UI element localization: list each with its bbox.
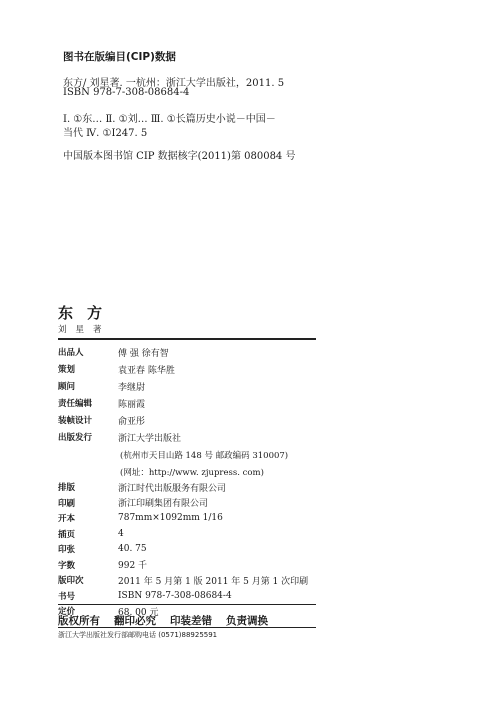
- exchange-notice: 负责调换: [226, 615, 268, 627]
- cip-classification-line: Ⅰ. ①东… Ⅱ. ①刘… Ⅲ. ①长篇历史小说－中国－: [63, 114, 276, 125]
- detail-value: 傅 强 徐有智: [118, 348, 169, 359]
- top-rule: [58, 338, 316, 340]
- detail-value: 浙江大学出版社: [118, 433, 182, 444]
- cip-title-line: 东方/ 刘星著. 一杭州：浙江大学出版社，2011. 5: [63, 78, 285, 89]
- detail-label: 书号: [58, 591, 76, 602]
- book-title: 东方: [58, 304, 117, 322]
- book-author: 刘星著: [58, 325, 111, 335]
- detail-label: 顾问: [58, 382, 76, 392]
- detail-label: 印张: [58, 545, 76, 555]
- detail-label: 字数: [58, 560, 76, 571]
- detail-value: 68. 00 元: [118, 607, 159, 618]
- detail-value: 李继尉: [118, 382, 146, 393]
- detail-label: 策划: [58, 365, 76, 375]
- detail-row-planning: [58, 362, 175, 376]
- detail-label: 责任编辑: [58, 399, 93, 409]
- cip-isbn-line: ISBN 978-7-308-08684-4: [63, 87, 190, 98]
- detail-value: 4: [118, 528, 124, 539]
- detail-label: 插页: [58, 529, 76, 540]
- detail-value: 袁亚春 陈华胜: [118, 365, 175, 376]
- detail-value: 992 千: [118, 561, 148, 571]
- detail-row-publisher-person: [58, 345, 169, 359]
- detail-label: 版印次: [58, 576, 84, 586]
- rights-reserved: 版权所有: [58, 615, 100, 627]
- detail-row-format: [58, 511, 223, 525]
- detail-label: 印刷: [58, 498, 76, 509]
- detail-row-editor: [58, 396, 145, 410]
- detail-row-design: [58, 413, 145, 427]
- detail-value: 浙江印刷集团有限公司: [118, 499, 209, 509]
- detail-row-sheets: [58, 542, 147, 556]
- detail-row-price: [58, 604, 159, 618]
- detail-row-isbn: [58, 589, 232, 603]
- detail-label: 出品人: [58, 348, 84, 358]
- detail-value: 40. 75: [118, 544, 147, 554]
- detail-row-distribution: [58, 430, 181, 444]
- piracy-notice: 翻印必究: [114, 615, 156, 627]
- cip-heading: 图书在版编目(CIP)数据: [63, 51, 176, 63]
- publisher-address: (杭州市天目山路 148 号 邮政编码 310007): [120, 451, 289, 461]
- publisher-website: (网址：http://www. zjupress. com): [120, 468, 264, 478]
- detail-value: 陈丽霞: [118, 399, 146, 410]
- binding-error-notice: 印装差错: [170, 615, 212, 627]
- sales-contact: 浙江大学出版社发行部邮购电话 (0571)88925591: [58, 631, 218, 639]
- detail-label: 出版发行: [58, 433, 93, 443]
- detail-row-inserts: [58, 527, 124, 541]
- detail-label: 定价: [58, 607, 76, 617]
- detail-value: ISBN 978-7-308-08684-4: [118, 590, 232, 601]
- detail-label: 排版: [58, 483, 76, 493]
- detail-label: 开本: [58, 514, 76, 524]
- detail-row-printing: [58, 496, 208, 510]
- detail-row-advisor: [58, 379, 145, 393]
- cip-classification-line-2: 当代 Ⅳ. ①I247. 5: [63, 128, 148, 139]
- detail-value: 俞亚彤: [118, 416, 146, 427]
- detail-row-typesetting: [58, 480, 226, 494]
- detail-row-wordcount: [58, 558, 147, 572]
- detail-row-edition: [58, 573, 308, 587]
- detail-label: 装帧设计: [58, 416, 93, 426]
- detail-value: 2011 年 5 月第 1 版 2011 年 5 月第 1 次印刷: [118, 576, 309, 587]
- detail-value: 787mm×1092mm 1/16: [118, 513, 223, 523]
- detail-value: 浙江时代出版服务有限公司: [118, 483, 227, 494]
- cip-record-number: 中国版本图书馆 CIP 数据核字(2011)第 080084 号: [63, 151, 296, 162]
